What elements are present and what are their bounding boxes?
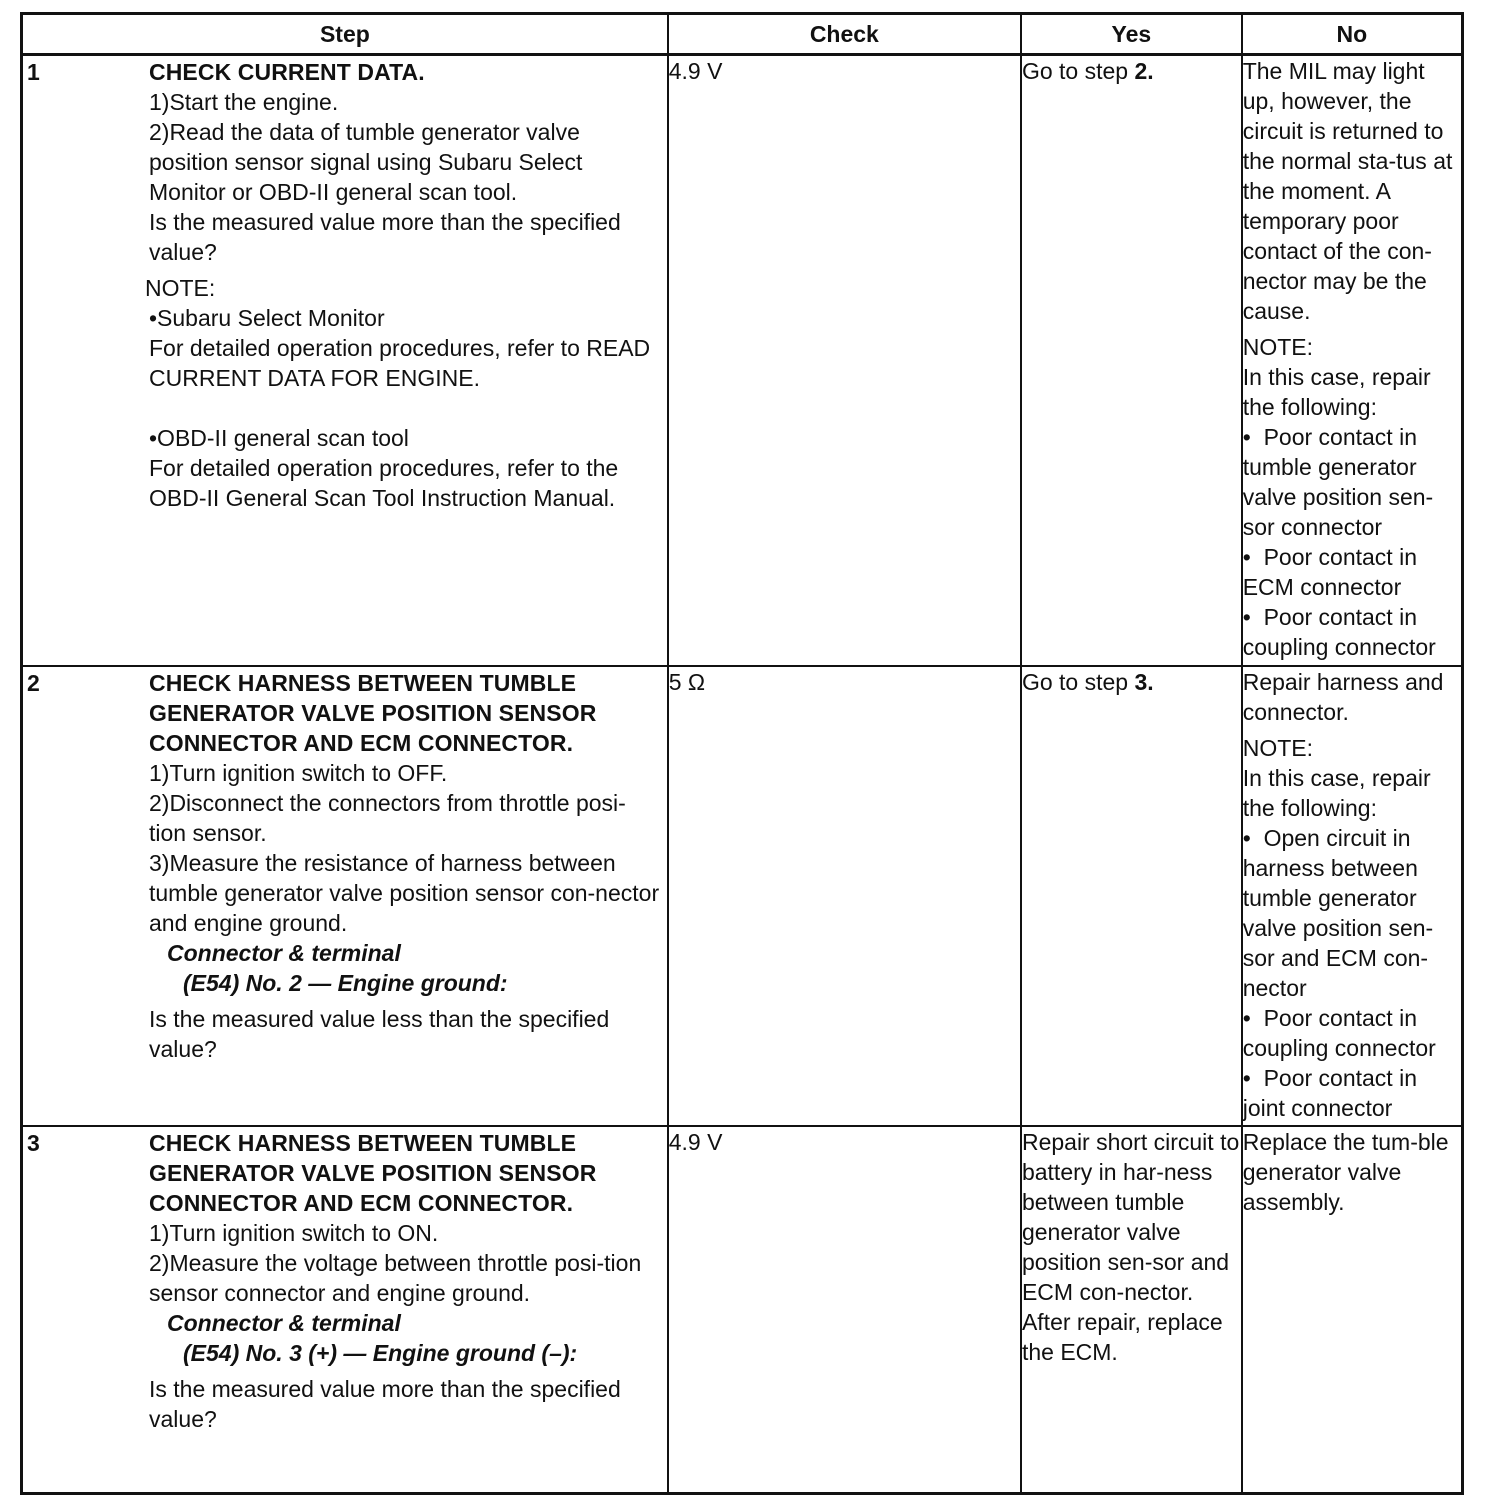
- header-no: No: [1242, 14, 1463, 55]
- step-title: CHECK HARNESS BETWEEN TUMBLE GENERATOR VALVE POSITION SENSOR CONNECTOR AND ECM CONNECTOR.: [149, 1129, 597, 1216]
- note-label: NOTE:: [1242, 734, 1313, 761]
- note-intro: In this case, repair the following:: [1242, 364, 1431, 420]
- connector-label: Connector & terminal: [167, 1309, 401, 1336]
- list-item: • Open circuit in harness between tumble generator valve position sen-sor and ECM con-nector: [1242, 824, 1434, 1001]
- check-cell: 4.9 V: [668, 55, 1021, 666]
- question: Is the measured value less than the specified value?: [149, 1005, 610, 1062]
- table-row: [22, 55, 1463, 666]
- note-line: For detailed operation procedures, refer to READ CURRENT DATA FOR ENGINE.: [149, 335, 651, 391]
- no-cell: [1242, 666, 1463, 1126]
- step-number: 1: [27, 59, 40, 85]
- table-row: [22, 1126, 1463, 1494]
- list-item: • Poor contact in coupling connector: [1242, 1004, 1436, 1061]
- step-title: CHECK HARNESS BETWEEN TUMBLE GENERATOR VALVE POSITION SENSOR CONNECTOR AND ECM CONNECTOR.: [149, 669, 597, 756]
- note-label: NOTE:: [1242, 334, 1313, 360]
- note-line: •Subaru Select Monitor: [149, 305, 385, 331]
- connector-terminal: (E54) No. 3 (+) — Engine ground (–):: [183, 1339, 578, 1366]
- note-label: NOTE:: [145, 275, 216, 301]
- instruction: 3)Measure the resistance of harness between tumble generator valve position sensor con-nector and engine ground.: [149, 849, 660, 936]
- instruction: 1)Turn ignition switch to OFF.: [149, 759, 448, 786]
- yes-text: Go to step: [1021, 58, 1135, 84]
- connector-label: Connector & terminal: [167, 939, 401, 966]
- connector-terminal: (E54) No. 2 — Engine ground:: [183, 969, 508, 996]
- instruction: 2)Measure the voltage between throttle posi-tion sensor connector and engine ground.: [149, 1249, 642, 1306]
- yes-cell: [1021, 666, 1242, 1126]
- yes-text: Go to step: [1021, 668, 1135, 695]
- instruction: 2)Disconnect the connectors from throttle posi-tion sensor.: [149, 789, 626, 846]
- no-cell: Replace the tum-ble generator valve assembly.: [1242, 1126, 1463, 1494]
- yes-step-ref: 2.: [1134, 58, 1154, 84]
- step-cell: [22, 1126, 668, 1494]
- table-row: [22, 666, 1463, 1126]
- check-cell: 4.9 V: [668, 1126, 1021, 1494]
- header-step: Step: [22, 14, 668, 55]
- list-item: • Poor contact in ECM connector: [1242, 544, 1417, 600]
- list-item: • Poor contact in coupling connector: [1242, 604, 1436, 660]
- note-intro: In this case, repair the following:: [1242, 764, 1431, 821]
- list-item: • Poor contact in tumble generator valve position sen-sor connector: [1242, 424, 1434, 540]
- no-cell: [1242, 55, 1463, 666]
- note-line: For detailed operation procedures, refer to the OBD-II General Scan Tool Instruction Manual.: [149, 455, 619, 511]
- instruction: 2)Read the data of tumble generator valve position sensor signal using Subaru Select Monitor or OBD-II general scan tool.: [149, 119, 583, 205]
- header-check: Check: [668, 14, 1021, 55]
- step-number: 2: [27, 669, 40, 696]
- check-cell: 5 Ω: [668, 666, 1021, 1126]
- question: Is the measured value more than the specified value?: [149, 1375, 621, 1432]
- header-yes: Yes: [1021, 14, 1242, 55]
- yes-cell: [1021, 55, 1242, 666]
- note-line: •OBD-II general scan tool: [149, 425, 409, 451]
- step-title: CHECK CURRENT DATA.: [149, 59, 425, 85]
- yes-step-ref: 3.: [1134, 668, 1154, 695]
- step-cell: [22, 666, 668, 1126]
- instruction: 1)Turn ignition switch to ON.: [149, 1219, 439, 1246]
- diagnostic-table: [20, 12, 1464, 1495]
- header-row: [22, 14, 1463, 55]
- no-text: The MIL may light up, however, the circuit is returned to the normal sta-tus at the moment. A temporary poor contact of the con-nector may be the cause.: [1242, 58, 1453, 324]
- instruction: 1)Start the engine.: [149, 89, 339, 115]
- question: Is the measured value more than the specified value?: [149, 209, 621, 265]
- list-item: • Poor contact in joint connector: [1242, 1064, 1417, 1121]
- step-cell: [22, 55, 668, 666]
- no-text: Repair harness and connector.: [1242, 668, 1444, 725]
- step-number: 3: [27, 1129, 40, 1156]
- yes-cell: Repair short circuit to battery in har-ness between tumble generator valve position sen-sor and ECM con-nector. After repair, replace the ECM.: [1021, 1126, 1242, 1494]
